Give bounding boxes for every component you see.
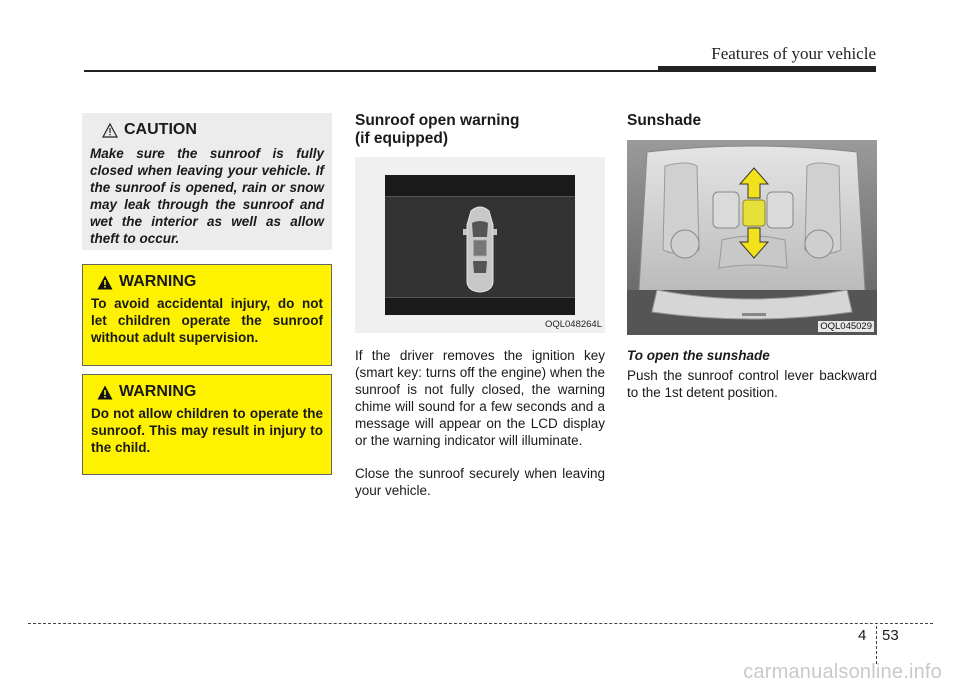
caution-box [82, 113, 332, 250]
caution-title-label: CAUTION [124, 121, 197, 138]
lcd-display [385, 175, 575, 315]
warning-2-title [97, 383, 323, 401]
sunshade-subheading: To open the sunshade [627, 348, 770, 363]
warning-2-text: Do not allow children to operate the sunroof. This may result in injury to the child. [91, 406, 323, 455]
sunroof-warning-paragraph-1: If the driver removes the ignition key (smart key: turns off the engine) when the sunroof is not fully closed, the warning chime will sound for a few seconds and a message will appear on the LCD display or the warning indicator will illuminate. [355, 348, 605, 448]
figure-code: OQL048264L [544, 319, 602, 330]
warning-2-title-label: WARNING [119, 383, 197, 400]
caution-triangle-icon [102, 123, 118, 138]
lcd-display-figure [355, 157, 605, 333]
overhead-console-figure [627, 140, 877, 335]
caution-text: Make sure the sunroof is fully closed when leaving your vehicle. If the sunroof is opened, rain or snow may leak through the sunroof and wet the interior as well as allow theft to occur. [90, 146, 324, 246]
sunroof-warning-heading [355, 112, 605, 148]
car-top-view-icon [385, 197, 575, 297]
footer-rule [28, 623, 933, 624]
page-number-separator [876, 626, 877, 664]
sunshade-heading: Sunshade [627, 112, 702, 129]
page-number: 53 [882, 627, 899, 644]
warning-box-2 [82, 374, 332, 475]
sunroof-warning-heading-line2: (if equipped) [355, 130, 448, 147]
warning-triangle-icon [97, 385, 113, 400]
overhead-console-illustration [627, 140, 877, 335]
warning-triangle-icon [97, 275, 113, 290]
warning-1-title-label: WARNING [119, 273, 197, 290]
watermark: carmanualsonline.info [743, 661, 942, 683]
warning-box-1 [82, 264, 332, 366]
figure-code: OQL045029 [820, 321, 872, 332]
lcd-screen [385, 196, 575, 298]
caution-title [96, 121, 324, 139]
sunroof-warning-heading-line1: Sunroof open warning [355, 112, 520, 129]
header-rule-accent [658, 66, 876, 71]
section-number: 4 [858, 627, 867, 644]
page-header-title: Features of your vehicle [711, 44, 876, 63]
warning-1-text: To avoid accidental injury, do not let children operate the sunroof without adult supervision. [91, 296, 323, 345]
sunroof-warning-paragraph-2: Close the sunroof securely when leaving your vehicle. [355, 466, 605, 498]
warning-1-title [97, 273, 323, 291]
sunshade-paragraph: Push the sunroof control lever backward to the 1st detent position. [627, 368, 877, 400]
